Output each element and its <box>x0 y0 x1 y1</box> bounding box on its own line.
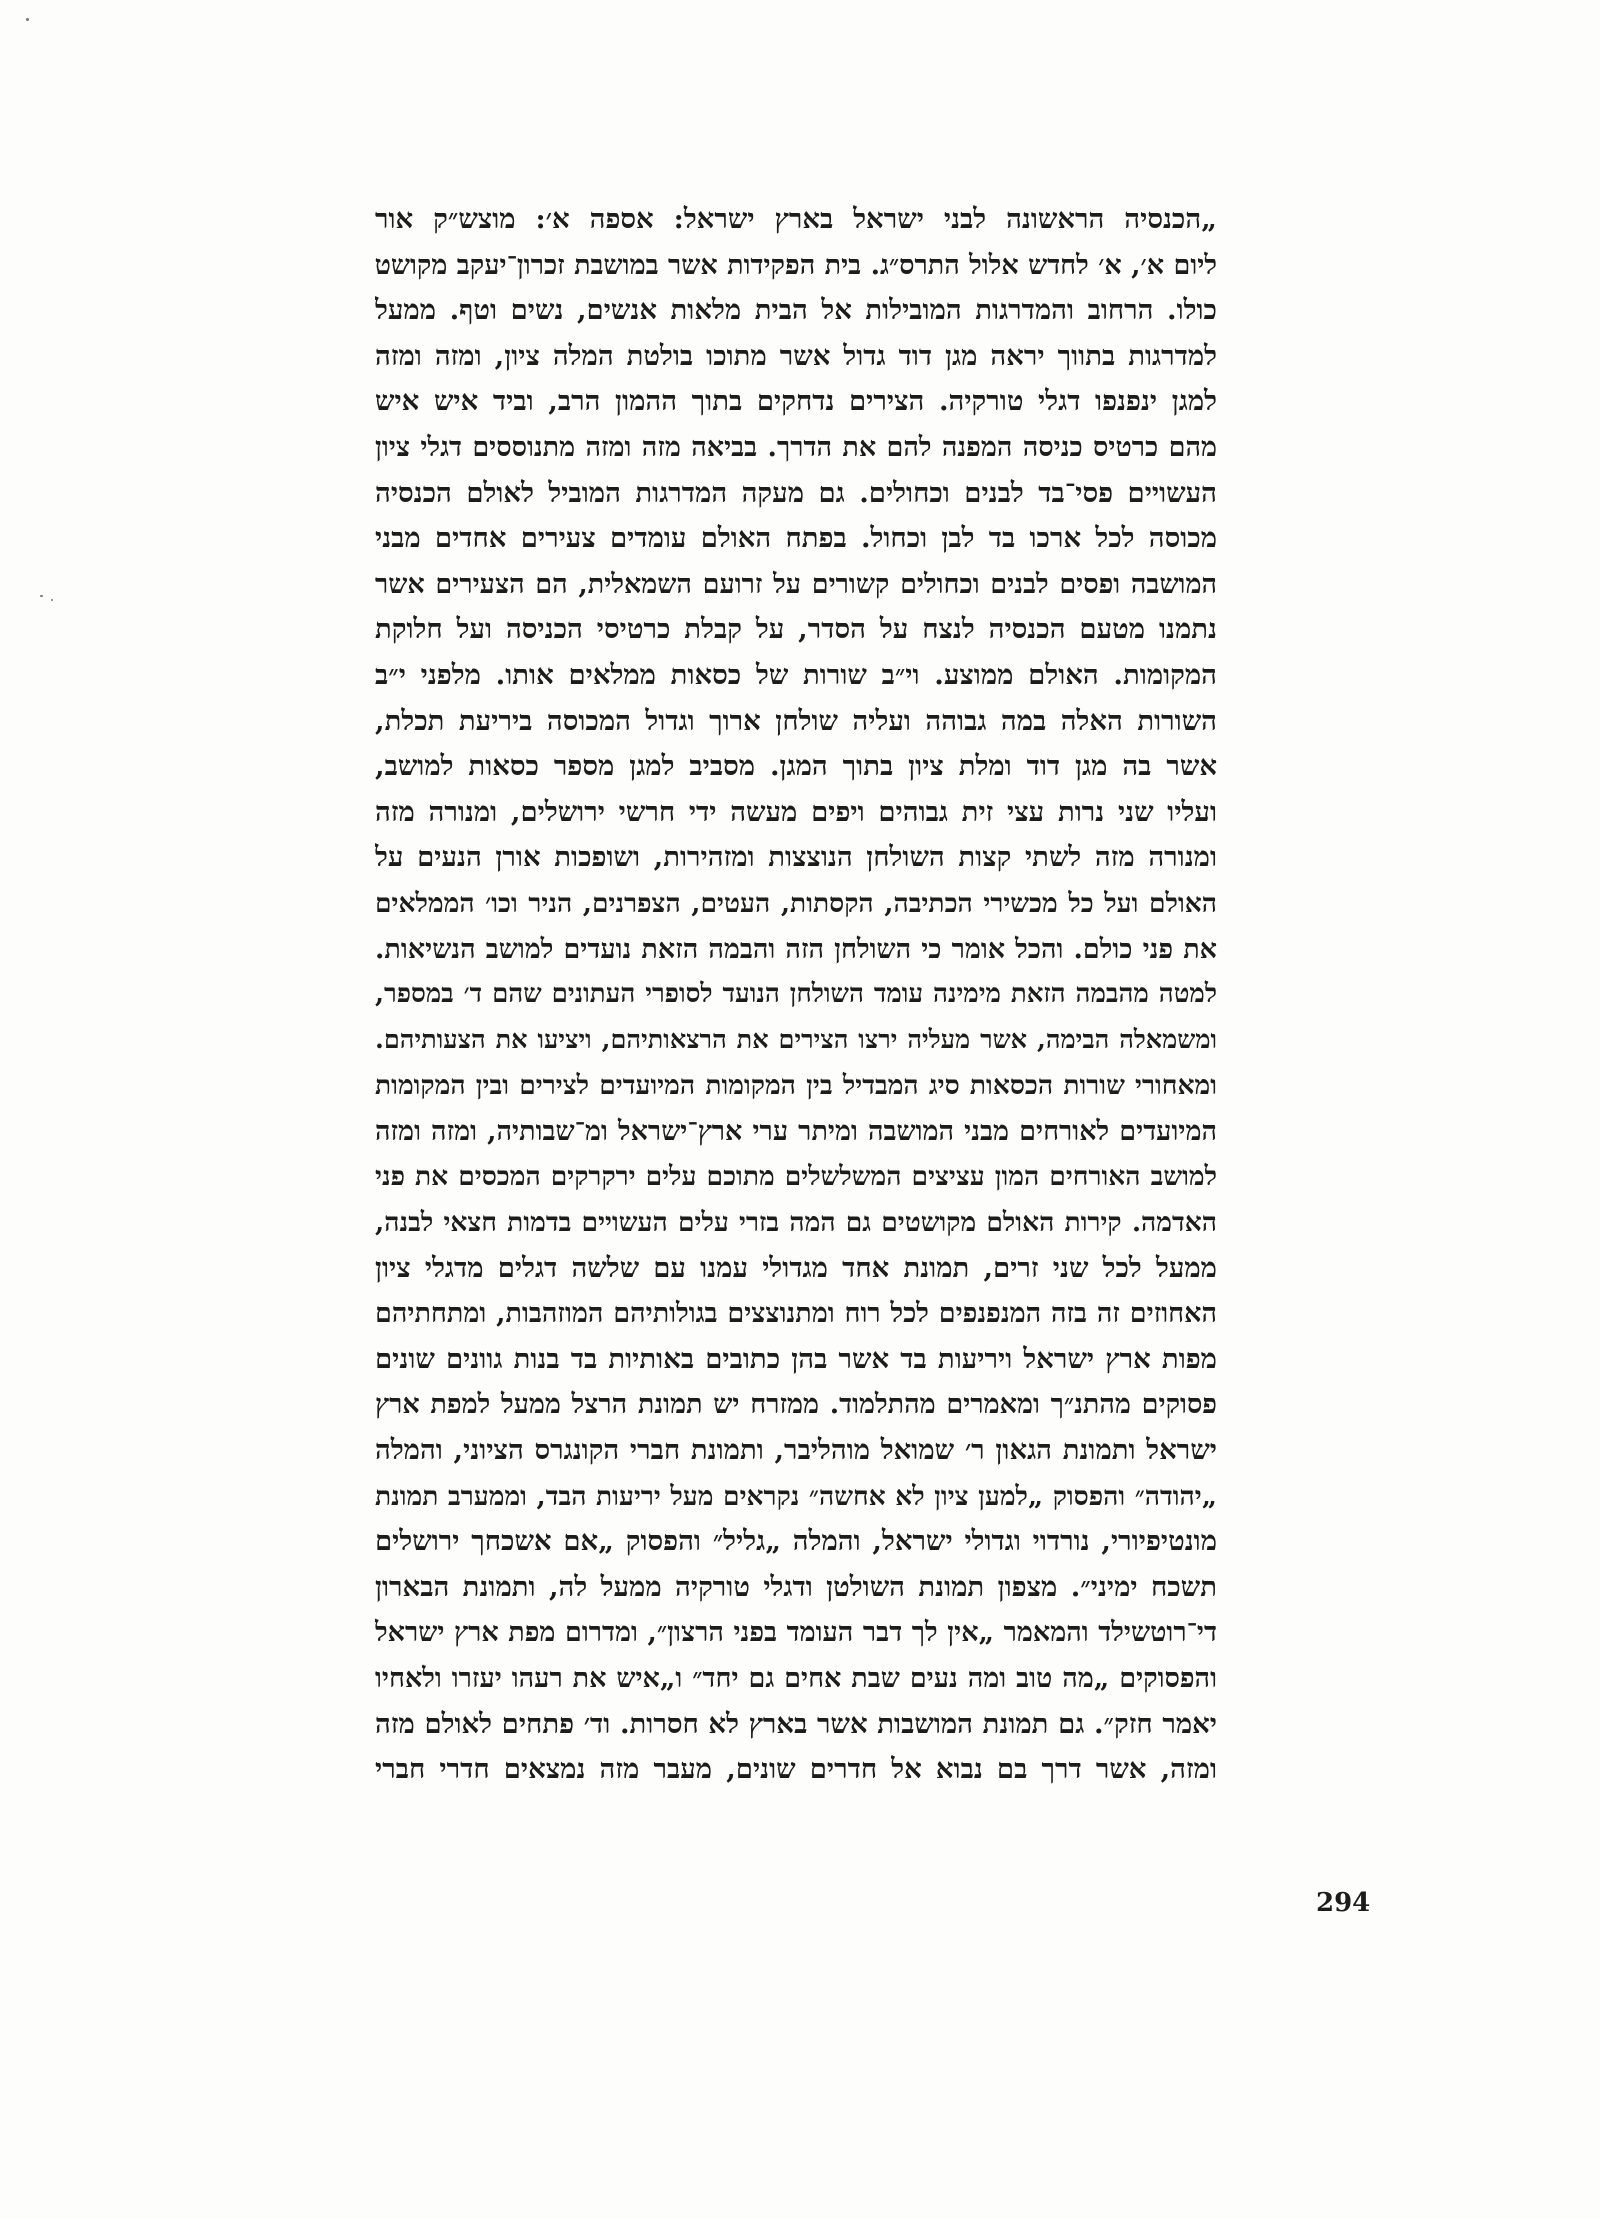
text-line: האחוזים זה בזה המנפנפים לכל רוח ומתנוצצים בגולותיהם המוזהבות, ומתחתיהם <box>375 1298 1217 1330</box>
body-text <box>375 197 1217 1793</box>
text-line: ומזה, אשר דרך בם נבוא אל חדרים שונים, מעבר מזה נמצאים חדרי חברי <box>375 1753 1217 1786</box>
text-line: המקומות. האולם ממוצע. וי״ב שורות של כסאות ממלאים אותו. מלפני י״ב <box>375 658 1217 691</box>
text-line: ממעל לכל שני זרים, תמונת אחד מגדולי עמנו עם שלשה דגלים מדגלי ציון <box>375 1251 1217 1284</box>
text-line: האולם ועל כל מכשירי הכתיבה, הקסתות, העטים, הצפרנים, הניר וכו׳ הממלאים <box>375 887 1217 919</box>
text-line: מונטיפיורי, נורדוי וגדולי ישראל, והמלה „גליל״ והפסוק „אם אשכחך ירושלים <box>375 1525 1217 1558</box>
scan-speck <box>51 599 53 601</box>
page-number: 294 <box>1316 1888 1371 1918</box>
text-line: העשויים פסי־בד לבנים וכחולים. גם מעקה המדרגות המוביל לאולם הכנסיה <box>375 476 1217 509</box>
text-line: אשר בה מגן דוד ומלת ציון בתוך המגן. מסביב למגן מספר כסאות למושב, <box>375 750 1217 783</box>
text-line: המושבה ופסים לבנים וכחולים קשורים על זרועם השמאלית, הם הצעירים אשר <box>375 568 1217 600</box>
text-line: פסוקים מהתנ״ך ומאמרים מהתלמוד. ממזרח יש תמונת הרצל ממעל למפת ארץ <box>375 1389 1217 1421</box>
text-line: ומשמאלה הבימה, אשר מעליה ירצו הצירים את הרצאותיהם, ויציעו את הצעותיהם. <box>375 1024 1217 1055</box>
text-line: „יהודה״ והפסוק „למען ציון לא אחשה״ נקראים מעל יריעות הבד, וממערב תמונת <box>375 1480 1217 1512</box>
text-line: „הכנסיה הראשונה לבני ישראל בארץ ישראל: אספה א׳: מוצש״ק אור <box>375 203 1217 235</box>
text-line: והפסוקים „מה טוב ומה נעים שבת אחים גם יחד״ ו„איש את רעהו יעזרו ולאחיו <box>375 1663 1217 1694</box>
text-line: יאמר חזק״. גם תמונת המושבות אשר בארץ לא חסרות. וד׳ פתחים לאולם מזה <box>375 1707 1217 1740</box>
text-line: השורות האלה במה גבוהה ועליה שולחן ארוך וגדול המכוסה ביריעת תכלת, <box>375 704 1217 737</box>
scan-speck <box>26 18 29 21</box>
text-line: די־רוטשילד והמאמר „אין לך דבר העומד בפני הרצון״, ומדרום מפת ארץ ישראל <box>375 1617 1217 1649</box>
text-line: למדרגות בתווך יראה מגן דוד גדול אשר מתוכו בולטת המלה ציון, ומזה ומזה <box>375 339 1217 372</box>
text-line: ישראל ותמונת הגאון ר׳ שמואל מוהליבר, ותמונת חברי הקונגרס הציוני, והמלה <box>375 1434 1217 1467</box>
scan-speck <box>40 595 43 597</box>
text-line: ליום א׳, א׳ לחדש אלול התרס״ג. בית הפקידות אשר במושבת זכרון־יעקב מקושט <box>375 249 1217 281</box>
text-line: ומאחורי שורות הכסאות סיג המבדיל בין המקומות המיועדים לצירים ובין המקומות <box>375 1070 1217 1102</box>
text-line: האדמה. קירות האולם מקושטים גם המה בזרי עלים העשויים בדמות חצאי לבנה, <box>375 1207 1217 1239</box>
text-line: ועליו שני נרות עצי זית גבוהים ויפים מעשה ידי חרשי ירושלים, ומנורה מזה <box>375 795 1217 828</box>
text-line: ומנורה מזה לשתי קצות השולחן הנוצצות ומזהירות, ושופכות אורן הנעים על <box>375 841 1217 874</box>
text-line: את פני כולם. והכל אומר כי השולחן הזה והבמה הזאת נועדים למושב הנשיאות. <box>375 933 1217 965</box>
text-line: למטה מהבמה הזאת מימינה עומד השולחן הנועד לסופרי העתונים שהם ד׳ במספר, <box>375 979 1217 1010</box>
text-line: תשכח ימיני״. מצפון תמונת השולטן ודגלי טורקיה ממעל לה, ותמונת הבארון <box>375 1570 1217 1603</box>
text-line: המיועדים לאורחים מבני המושבה ומיתר ערי ארץ־ישראל ומ־שבותיה, ומזה ומזה <box>375 1115 1217 1147</box>
text-line: כולו. הרחוב והמדרגות המובילות אל הבית מלאות אנשים, נשים וטף. ממעל <box>375 294 1217 327</box>
text-line: למושב האורחים המון עציצים המשלשלים מתוכם עלים ירקרקים המכסים את פני <box>375 1161 1217 1193</box>
text-line: מפות ארץ ישראל ויריעות בד אשר בהן כתובים באותיות בד בנות גוונים שונים <box>375 1342 1217 1375</box>
text-line: מכוסה לכל ארכו בד לבן וכחול. בפתח האולם עומדים צעירים אחדים מבני <box>375 522 1217 555</box>
text-line: למגן ינפנפו דגלי טורקיה. הצירים נדחקים בתוך ההמון הרב, וביד איש איש <box>375 385 1217 418</box>
text-line: מהם כרטיס כניסה המפנה להם את הדרך. בביאה מזה ומזה מתנוססים דגלי ציון <box>375 431 1217 463</box>
text-line: נתמנו מטעם הכנסיה לנצח על הסדר, על קבלת כרטיסי הכניסה ועל חלוקת <box>375 613 1217 646</box>
